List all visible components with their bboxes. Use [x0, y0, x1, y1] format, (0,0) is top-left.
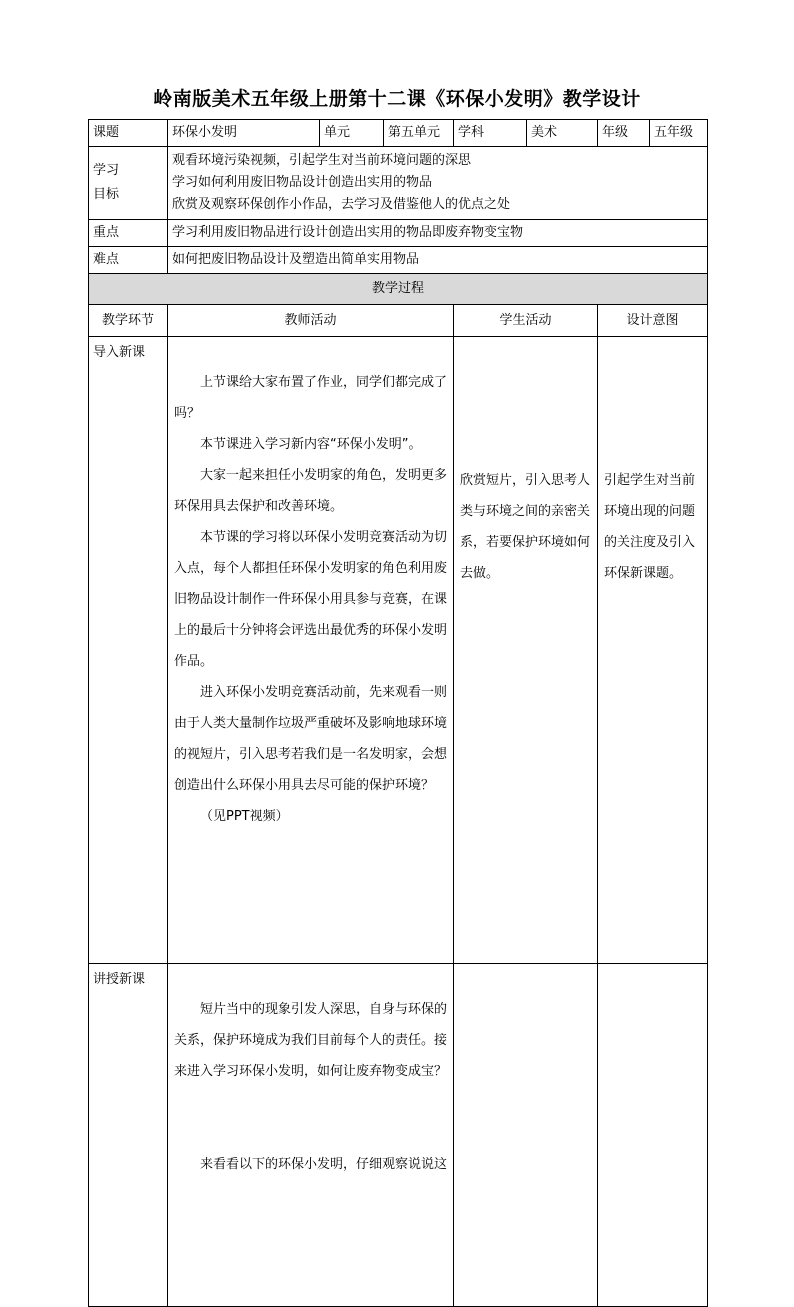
- process-title: 教学过程: [89, 274, 708, 305]
- intro-student-activity: [454, 337, 598, 964]
- process-header-row: [89, 305, 708, 337]
- goal-item: 欣赏及观察环保创作小作品，去学习及借鉴他人的优点之处: [172, 197, 511, 212]
- teach-stage: 讲授新课: [89, 964, 168, 1307]
- meta-row: [89, 120, 708, 147]
- key-point-value: 学习利用废旧物品进行设计创造出实用的物品即废弃物变宝物: [168, 220, 708, 247]
- spacer: [174, 1087, 447, 1149]
- grade-label: 年级: [598, 120, 650, 147]
- goal-item: 观看环境污染视频，引起学生对当前环境问题的深思: [172, 153, 472, 168]
- intro-teacher-activity: [168, 337, 454, 964]
- topic-label: 课题: [89, 120, 168, 147]
- teach-row: [89, 964, 708, 1307]
- teacher-paragraph: 来看看以下的环保小发明，仔细观察说说这: [200, 1157, 448, 1172]
- header-stage: 教学环节: [89, 305, 168, 337]
- student-text: 欣赏短片，引入思考人类与环境之间的亲密关系，若要保护环境如何去做。: [460, 473, 591, 581]
- key-point-label: 重点: [89, 220, 168, 247]
- difficulty-label: 难点: [89, 247, 168, 274]
- header-intent: 设计意图: [598, 305, 708, 337]
- teacher-paragraph: 进入环保小发明竞赛活动前，先来观看一则由于人类大量制作垃圾严重破坏及影响地球环境的视短片，引入思考若我们是一名发明家，会想创造出什么环保小用具去尽可能的保护环境？: [174, 685, 448, 793]
- page-title: 岭南版美术五年级上册第十二课《环保小发明》教学设计: [153, 88, 641, 110]
- header-teacher: 教师活动: [168, 305, 454, 337]
- teacher-paragraph: 上节课给大家布置了作业，同学们都完成了吗？: [174, 375, 448, 421]
- teacher-paragraph: （见PPT视频）: [200, 809, 289, 824]
- goals-label-text: 学习目标: [93, 163, 120, 202]
- teacher-paragraph: 短片当中的现象引发人深思，自身与环保的关系，保护环境成为我们目前每个人的责任。接来进入学习环保小发明，如何让废弃物变成宝？: [174, 1002, 448, 1079]
- teach-teacher-activity: [168, 964, 454, 1307]
- process-band: [89, 274, 708, 305]
- key-point-row: [89, 220, 708, 247]
- subject-label: 学科: [454, 120, 527, 147]
- intro-row: [89, 337, 708, 964]
- topic-value: 环保小发明: [168, 120, 320, 147]
- lesson-plan-table: [88, 119, 708, 1307]
- goal-item: 学习如何利用废旧物品设计创造出实用的物品: [172, 175, 433, 190]
- teach-design-intent: [598, 964, 708, 1307]
- intro-stage: 导入新课: [89, 337, 168, 964]
- unit-value: 第五单元: [384, 120, 454, 147]
- goals-row: [89, 147, 708, 220]
- goals-label: [89, 147, 168, 220]
- subject-value: 美术: [527, 120, 598, 147]
- intent-text: 引起学生对当前环境出现的问题的关注度及引入环保新课题。: [604, 473, 696, 581]
- teach-student-activity: [454, 964, 598, 1307]
- teacher-paragraph: 大家一起来担任小发明家的角色，发明更多环保用具去保护和改善环境。: [174, 468, 448, 514]
- teacher-paragraph: 本节课的学习将以环保小发明竞赛活动为切入点，每个人都担任环保小发明家的角色利用废旧物品设计制作一件环保小用具参与竞赛，在课上的最后十分钟将会评选出最优秀的环保小发明作品。: [174, 530, 448, 669]
- difficulty-row: [89, 247, 708, 274]
- difficulty-value: 如何把废旧物品设计及塑造出简单实用物品: [168, 247, 708, 274]
- grade-value: 五年级: [650, 120, 708, 147]
- header-student: 学生活动: [454, 305, 598, 337]
- unit-label: 单元: [320, 120, 384, 147]
- teacher-paragraph: 本节课进入学习新内容“环保小发明”。: [200, 437, 422, 452]
- goals-content: [168, 147, 708, 220]
- intro-design-intent: [598, 337, 708, 964]
